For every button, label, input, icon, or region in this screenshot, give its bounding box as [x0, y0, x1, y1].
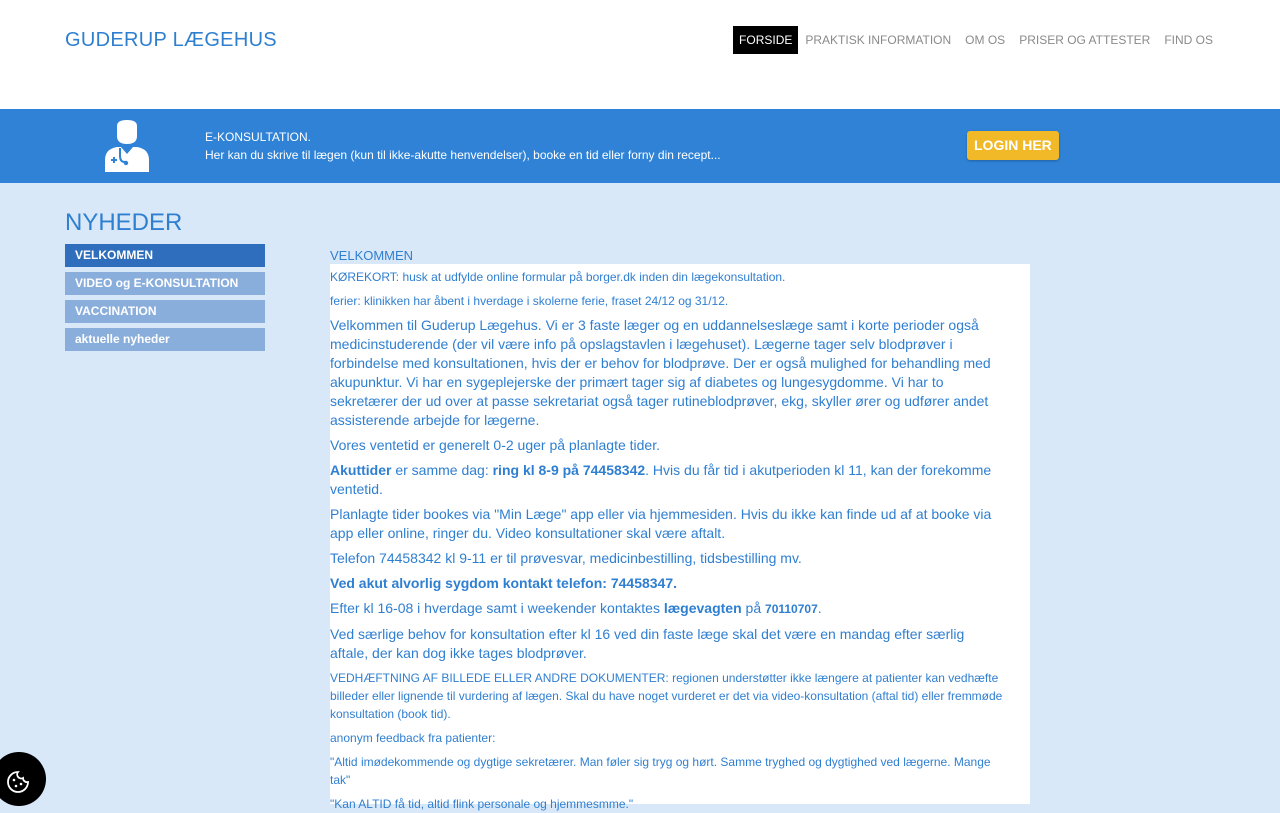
waiting-time-paragraph: Vores ventetid er generelt 0-2 uger på planlagte tider. — [330, 437, 660, 453]
nav-priser-og-attester[interactable]: PRISER OG ATTESTER — [1019, 33, 1151, 47]
emergency-phone-text: Ved akut alvorlig sygdom kontakt telefon: 74458347. — [330, 575, 678, 591]
feedback-quote: "Altid imødekommende og dygtige sekretærer. Man føler sig tryg og hørt. Samme tryghed og dygtighed ved lægerne. Mange tak" — [330, 755, 991, 787]
nav-om-os[interactable]: OM OS — [965, 33, 1006, 47]
banner-text: Her kan du skrive til lægen (kun til ikke-akutte henvendelser), booke en tid eller forny din recept... — [205, 148, 721, 162]
welcome-paragraph: Velkommen til Guderup Lægehus. Vi er 3 faste læger og en uddannelseslæge samt i korte perioder også medicinstuderende (der vil være info på opslagstavlen i lægehuset). Lægerne tager selv blodprøver i forbindelse med konsultationen, hvis der er behov for blodprøve. Der er også mulighed for behandling med akupunktur. Vi har en sygeplejerske der primært tager sig af diabetes og lungesygdomme. Vi har to sekretærer der ud over at passe sekretariat også tager rutineblodprøver, ekg, skyller ører og udfører andet assisterende arbejde for lægerne. — [330, 317, 991, 428]
cookie-icon — [6, 770, 30, 799]
emergency-phone-paragraph — [330, 574, 1004, 593]
acute-times-text: er samme dag: — [391, 462, 493, 478]
doctor-icon — [103, 120, 151, 177]
phone-hours-paragraph: Telefon 74458342 kl 9-11 er til prøvesvar, medicinbestilling, tidsbestilling mv. — [330, 550, 802, 566]
login-button[interactable]: LOGIN HER — [967, 131, 1059, 160]
attachment-notice: VEDHÆFTNING AF BILLEDE ELLER ANDRE DOKUMENTER: regionen understøtter ikke længere at patienter kan vedhæfte billeder eller lignende til vurdering af lægen. Skal du have noget vurderet er det via video-konsultation (aftal tid) eller fremmøde konsultation (book tid). — [330, 671, 1003, 721]
after-hours-phone: 70110707 — [765, 602, 818, 616]
after-hours-paragraph — [330, 599, 1004, 619]
sidebar-item-velkommen[interactable]: VELKOMMEN — [65, 244, 265, 267]
feedback-quote: "Kan ALTID få tid, altid flink personale og hjemmesmme." — [330, 797, 634, 811]
nav-forside[interactable]: FORSIDE — [733, 26, 798, 54]
acute-times-note: . Hvis du får tid i akutperioden kl 11, kan der forekomme ventetid. — [330, 462, 992, 497]
acute-times-phone: ring kl 8-9 på 74458342 — [492, 462, 646, 478]
news-sidebar — [65, 244, 265, 356]
holiday-notice: ferier: klinikken har åbent i hverdage i skolerne ferie, fraset 24/12 og 31/12. — [330, 294, 729, 308]
article-title: VELKOMMEN — [330, 248, 414, 263]
after-hours-service: lægevagten — [663, 600, 742, 616]
nav-find-os[interactable]: FIND OS — [1164, 33, 1213, 47]
acute-times-label: Akuttider — [330, 462, 392, 478]
article-content — [330, 264, 1030, 811]
korekort-notice: KØREKORT: husk at udfylde online formular på borger.dk inden din lægekonsultation. — [330, 270, 786, 284]
e-consultation-banner — [0, 109, 1280, 183]
after-hours-text-3: . — [817, 600, 822, 616]
acute-times-paragraph — [330, 461, 1004, 499]
sidebar-item-aktuelle-nyheder[interactable]: aktuelle nyheder — [65, 328, 265, 351]
cookie-settings-button[interactable] — [0, 752, 46, 806]
main-nav — [733, 26, 1220, 54]
booking-paragraph: Planlagte tider bookes via "Min Læge" app eller via hjemmesiden. Hvis du ikke kan finde ud af at booke via app eller online, ringer du. Video konsultationer skal være aftalt. — [330, 506, 992, 541]
sidebar-item-vaccination[interactable]: VACCINATION — [65, 300, 265, 323]
after-hours-text-2: på — [741, 600, 766, 616]
special-needs-paragraph: Ved særlige behov for konsultation efter kl 16 ved din faste læge skal det være en mandag efter særlig aftale, der kan dog ikke tages blodprøver. — [330, 626, 965, 661]
site-header — [0, 0, 1280, 109]
feedback-heading: anonym feedback fra patienter: — [330, 731, 496, 745]
after-hours-text: Efter kl 16-08 i hverdage samt i weekender kontaktes — [330, 600, 664, 616]
sidebar-item-video-e-konsultation[interactable]: VIDEO og E-KONSULTATION — [65, 272, 265, 295]
banner-title: E-KONSULTATION. — [205, 130, 312, 144]
nav-praktisk-information[interactable]: PRAKTISK INFORMATION — [805, 33, 952, 47]
news-heading: NYHEDER — [65, 209, 183, 236]
site-title[interactable]: GUDERUP LÆGEHUS — [65, 29, 277, 51]
